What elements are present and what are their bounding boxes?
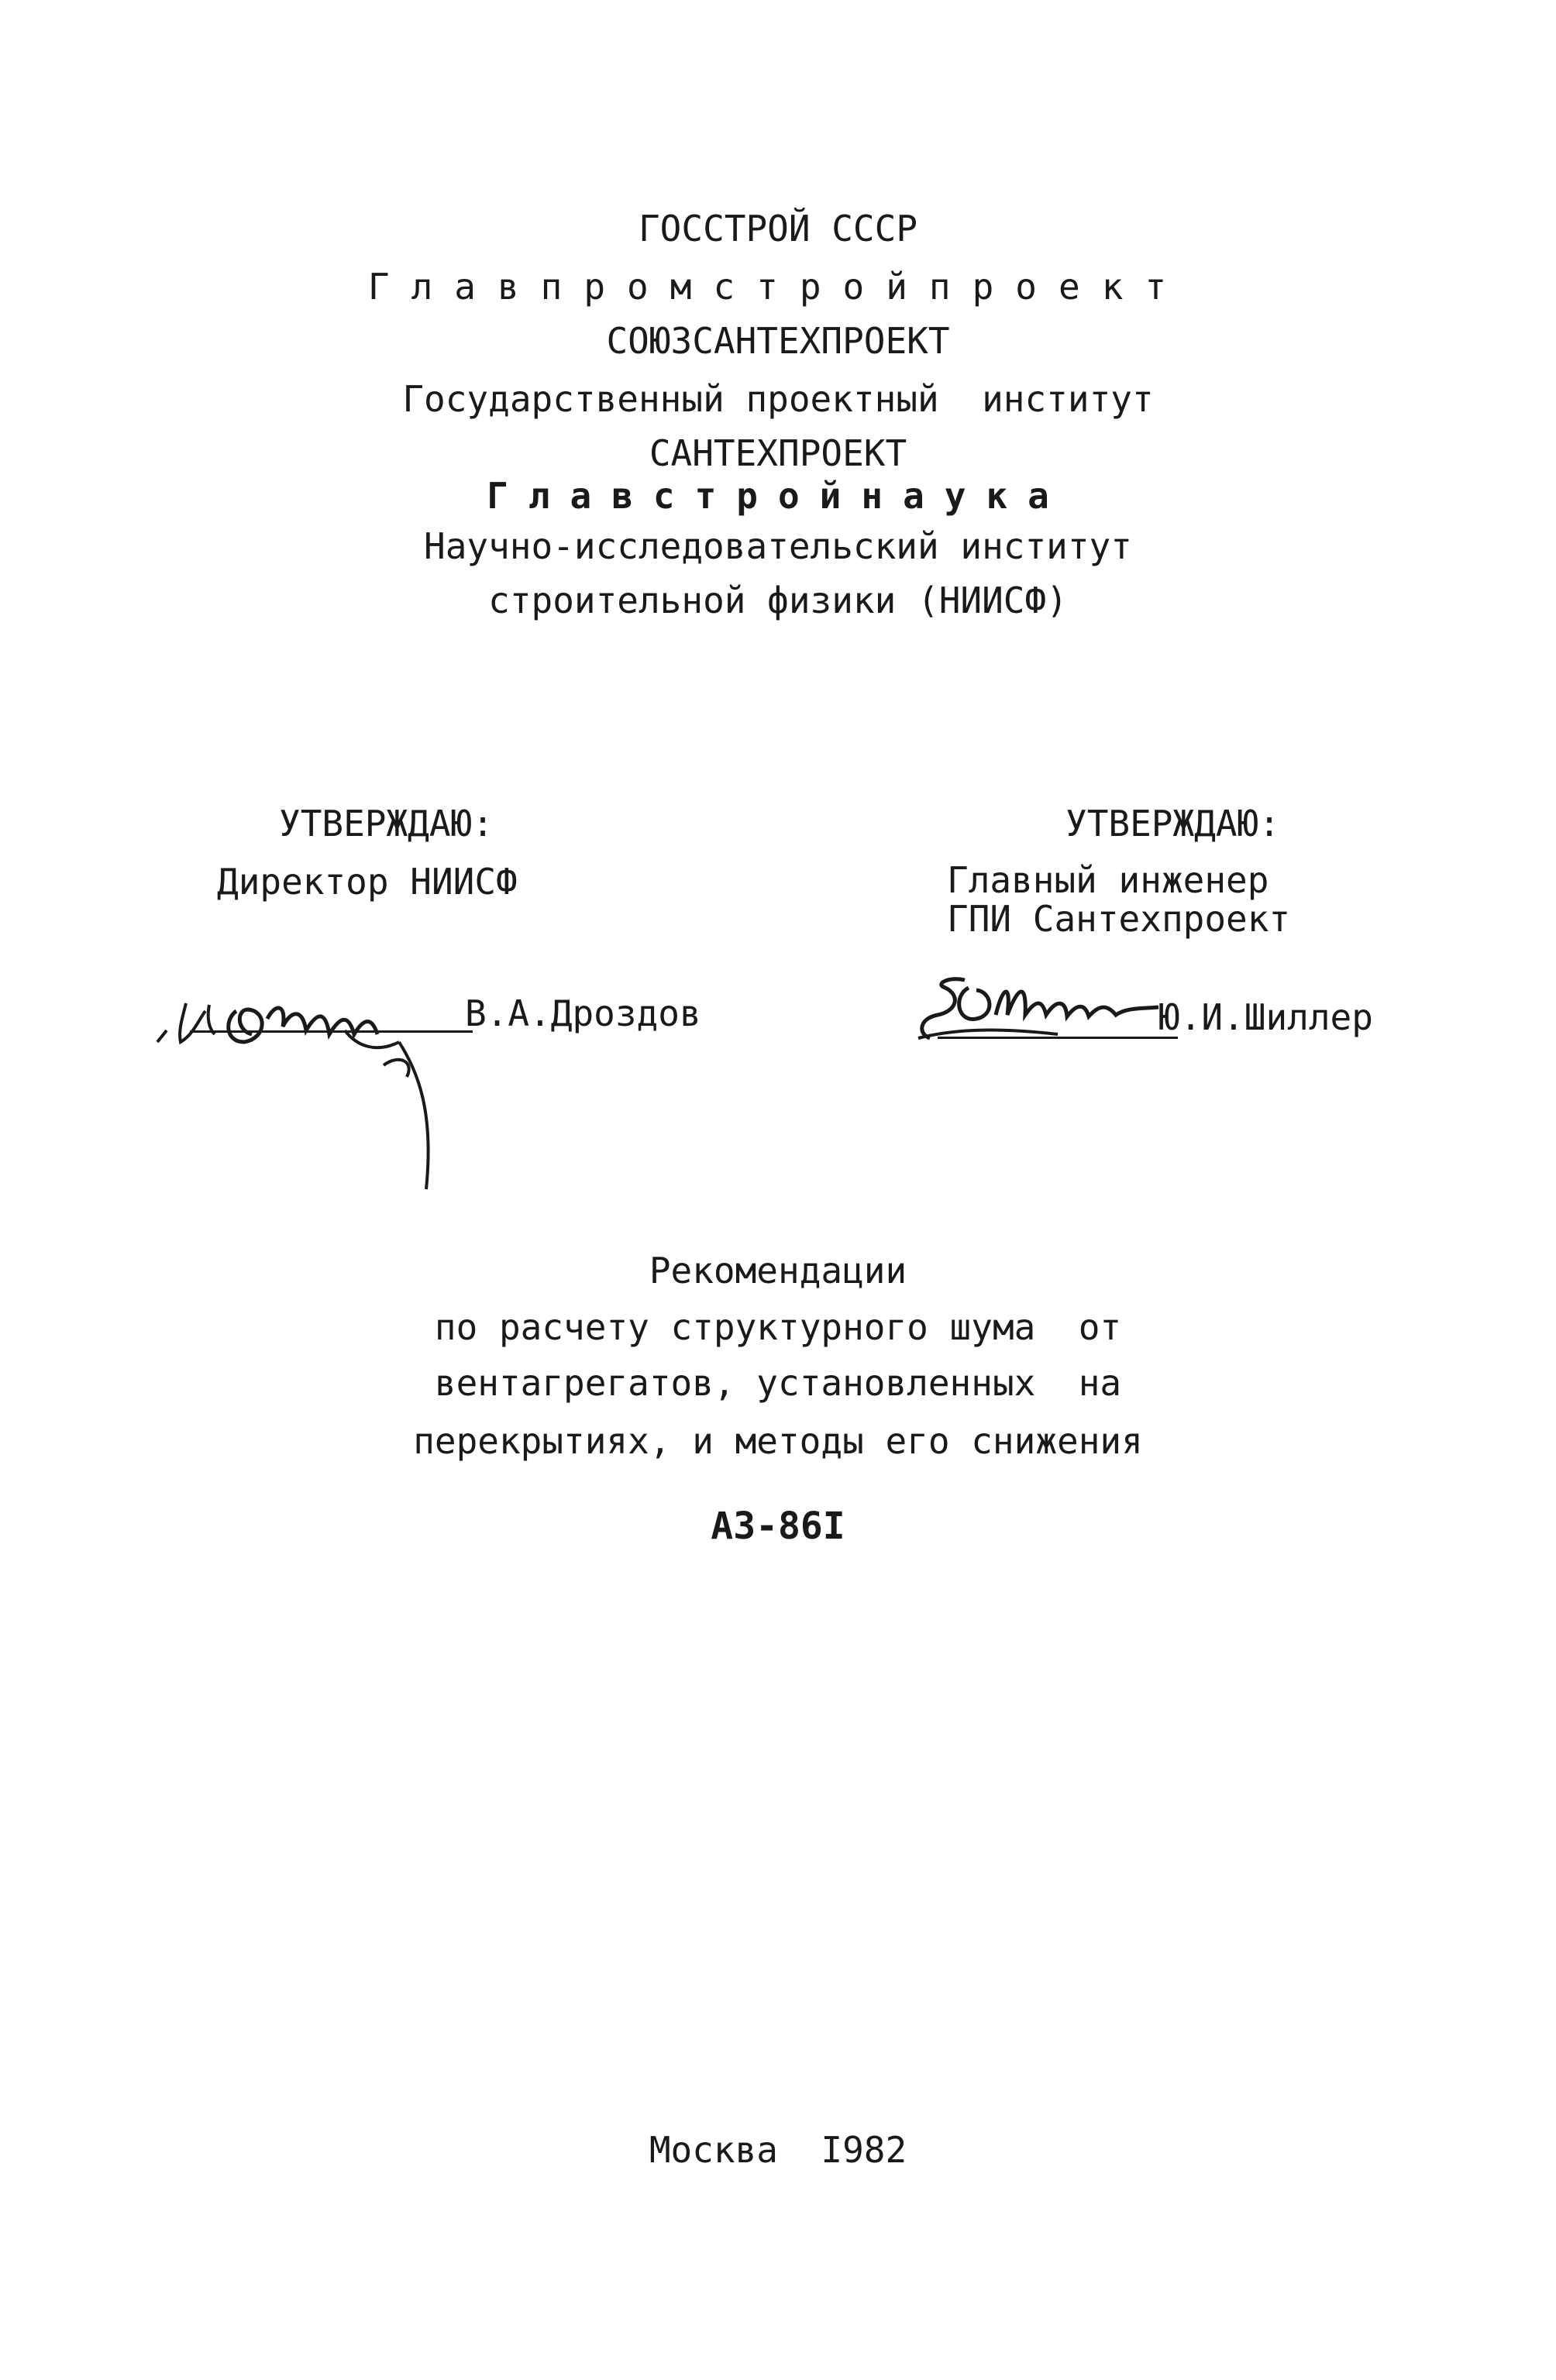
footer-city-year: Москва I982 [649,2129,907,2171]
right-approval-heading: УТВЕРЖДАЮ: [1065,803,1280,844]
right-approval-position-line1: Главный инженер [947,859,1269,901]
title-line-4: перекрытиях, и методы его снижения [413,1420,1143,1462]
document-code: А3-86I [711,1505,845,1548]
header-glavstroynauka: Главстройнаука [487,475,1069,517]
header-glavpromstroyproekt: Главпромстройпроект [367,266,1189,308]
left-approval-heading: УТВЕРЖДАЮ: [279,803,494,844]
header-santekhproekt: САНТЕХПРОЕКТ [649,432,907,474]
left-approval-position: Директор НИИСФ [217,861,518,903]
right-approval-name: Ю.И.Шиллер [1158,996,1373,1038]
title-line-3: вентагрегатов, установленных на [434,1362,1122,1404]
title-line-2: по расчету структурного шума от [434,1306,1122,1348]
header-niisf: строительной физики (НИИСФ) [488,580,1068,621]
header-soyuzsantekhproekt: СОЮЗСАНТЕХПРОЕКТ [606,320,950,362]
header-state-institute: Государственный проектный институт [402,378,1154,420]
right-approval-position-line2: ГПИ Сантехпроект [947,898,1291,940]
header-research-institute: Научно-исследовательский институт [424,525,1132,567]
left-approval-name: В.А.Дроздов [465,992,701,1034]
header-gosstroy: ГОССТРОЙ СССР [638,208,918,249]
title-recommendations: Рекомендации [649,1250,907,1291]
